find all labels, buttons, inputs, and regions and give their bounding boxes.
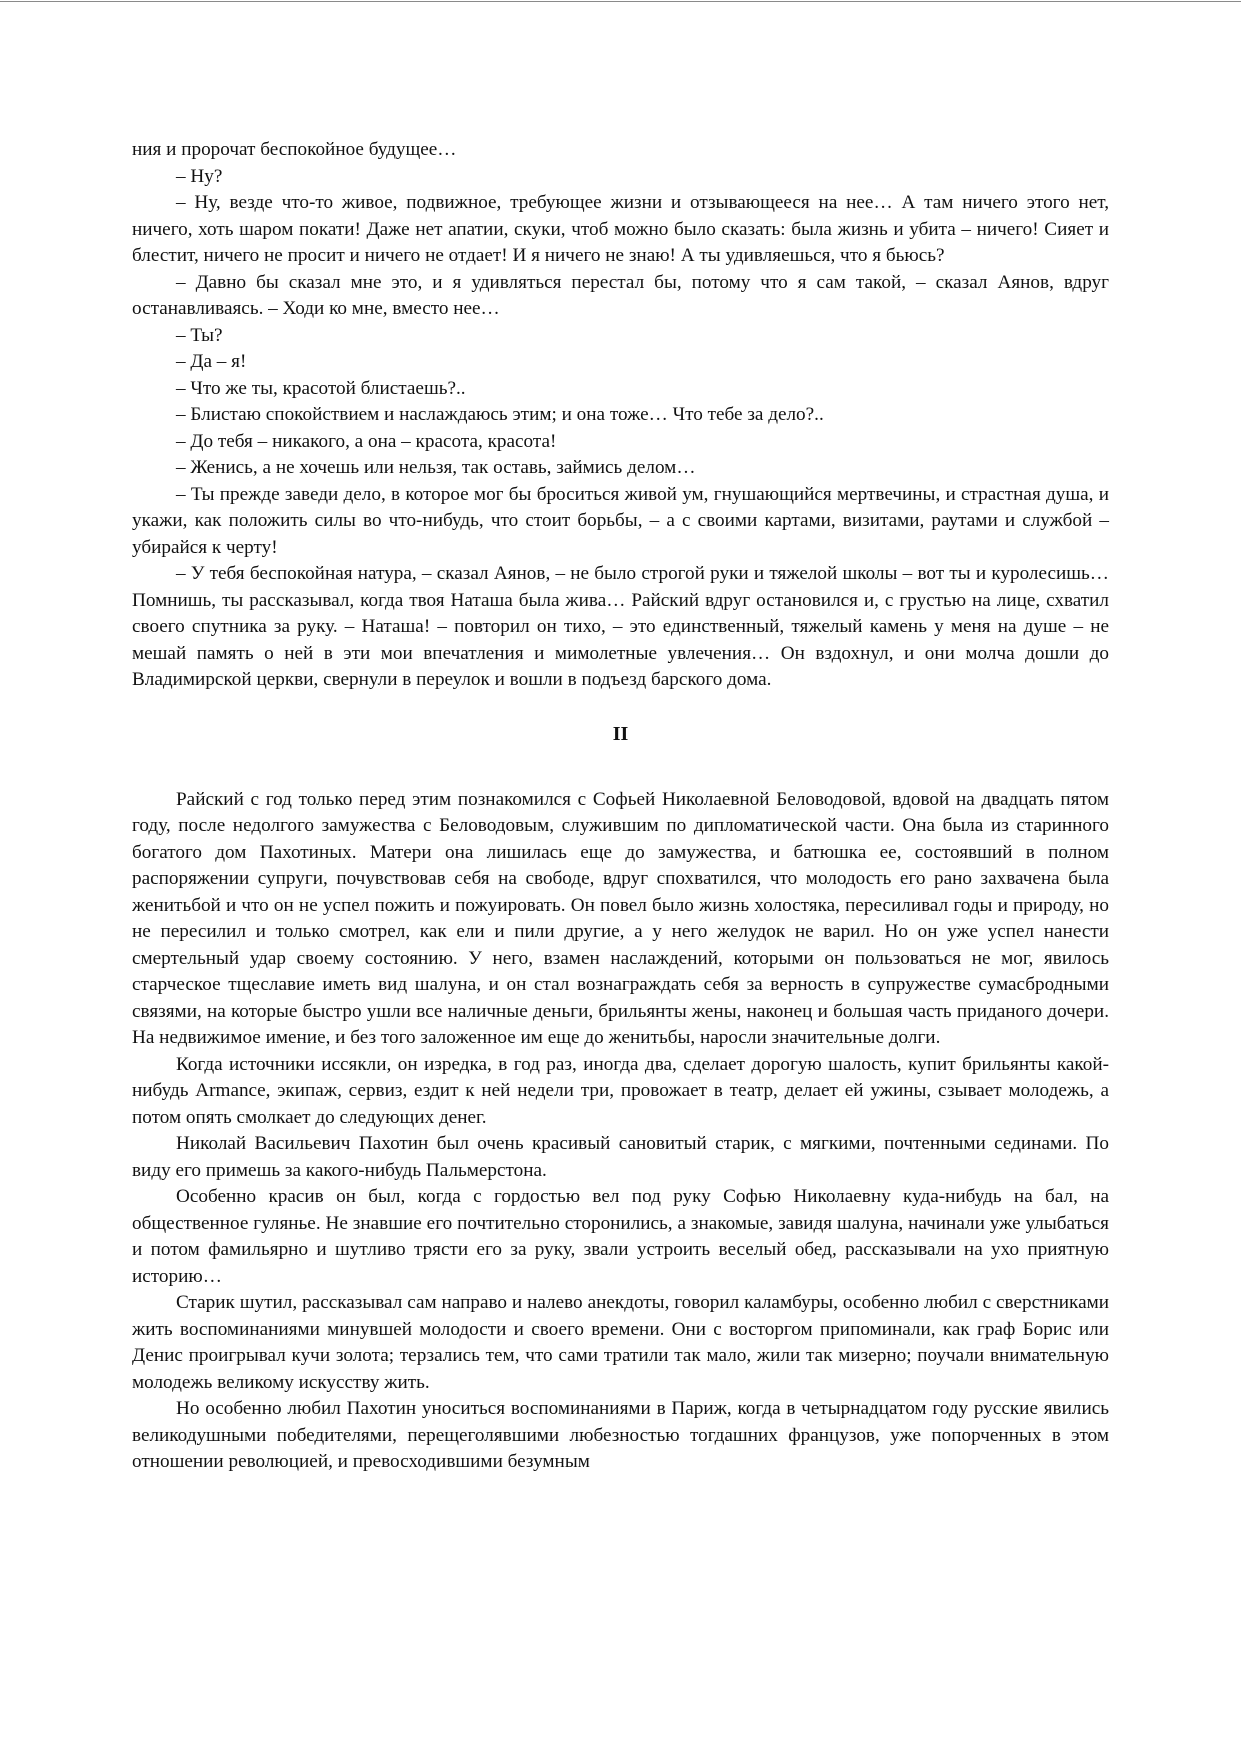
paragraph: – До тебя – никакого, а она – красота, красота! [176, 430, 557, 452]
paragraph: Райский с год только перед этим познакомился с Софьей Николаевной Беловодовой, вдовой на двадцать пятом году, после недолгого замужества с Беловодовым, служившим по дипломатической части. Она была из старинного богатого дом Пахотиных. Матери она лишилась еще до замужества, и батюшка ее, состоявший в полном распоряжении супруги, почувствовав себя на свободе, вдруг спохватился, что молодость его рано захвачена была женитьбой и что он не успел пожить и пожуировать. Он повел было жизнь холостяка, пересиливал годы и природу, но не пересилил и только смотрел, как ели и пили другие, а у него желудок не варил. Но он уже успел нанести смертельный удар своему состоянию. У него, взамен наслаждений, которыми он пользоваться не мог, явилось старческое тщеславие иметь вид шалуна, и он стал вознаграждать себя за верность в супружестве сумасбродными связями, на которые быстро ушли все наличные деньги, брильянты жены, наконец и большая часть приданого дочери. На недвижимое имение, и без того заложенное им еще до женитьбы, наросли значительные долги. [132, 788, 1109, 1048]
paragraph: Особенно красив он был, когда с гордостью вел под руку Софью Николаевну куда-нибудь на бал, на общественное гулянье. Не знавшие его почтительно сторонились, а знакомые, завидя шалуна, начинали уже улыбаться и потом фамильярно и шутливо трясти его за руку, звали устроить веселый обед, рассказывали на ухо приятную историю… [132, 1186, 1109, 1287]
paragraph: Старик шутил, рассказывал сам направо и налево анекдоты, говорил каламбуры, особенно любил с сверстниками жить воспоминаниями минувшей молодости и своего времени. Они с восторгом припоминали, как граф Борис или Денис проигрывал кучи золота; терзались тем, что сами тратили так мало, жили так мизерно; поучали внимательную молодежь великому искусству жить. [132, 1292, 1109, 1393]
paragraph: – Ты прежде заведи дело, в которое мог бы броситься живой ум, гнушающийся мертвечины, и страстная душа, и укажи, как положить силы во что-нибудь, что стоит борьбы, – а с своими картами, визитами, раутами и службой – убирайся к черту! [132, 483, 1109, 558]
paragraph: – У тебя беспокойная натура, – сказал Аянов, – не было строгой руки и тяжелой школы – вот ты и куролесишь… Помнишь, ты рассказывал, когда твоя Наташа была жива… Райский вдруг остановился и, с грустью на лице, схватил своего спутника за руку. – Наташа! – повторил он тихо, – это единственный, тяжелый камень у меня на душе – не мешай память о ней в эти мои впечатления и мимолетные увлечения… Он вздохнул, и они молча дошли до Владимирской церкви, свернули в переулок и вошли в подъезд барского дома. [132, 563, 1109, 690]
paragraph: – Давно бы сказал мне это, и я удивляться перестал бы, потому что я сам такой, – сказал Аянов, вдруг останавливаясь. – Ходи ко мне, вместо нее… [132, 271, 1109, 319]
paragraph: – Блистаю спокойствием и наслаждаюсь этим; и она тоже… Что тебе за дело?.. [176, 404, 824, 425]
paragraph: Когда источники иссякли, он изредка, в год раз, иногда два, сделает дорогую шалость, купит брильянты какой-нибудь Armance, экипаж, сервиз, ездит к ней недели три, провожает в театр, делает ей ужины, сзывает молодежь, а потом опять смолкает до следующих денег. [132, 1053, 1109, 1128]
page-body [132, 137, 1109, 1476]
paragraph: – Ну? [176, 165, 223, 187]
paragraph: ния и пророчат беспокойное будущее… [132, 139, 457, 160]
paragraph: – Ну, везде что-то живое, подвижное, требующее жизни и отзывающееся на нее… А там ничего этого нет, ничего, хоть шаром покати! Даже нет апатии, скуки, чтоб можно было сказать: была жизнь и убита – ничего! Сияет и блестит, ничего не просит и ничего не отдает! И я ничего не знаю! А ты удивляешься, что я бьюсь? [132, 192, 1109, 266]
paragraph: – Женись, а не хочешь или нельзя, так оставь, займись делом… [176, 457, 696, 478]
paragraph: – Ты? [176, 324, 223, 346]
paragraph: – Да – я! [176, 351, 247, 372]
paragraph: – Что же ты, красотой блистаешь?.. [176, 377, 466, 399]
paragraph: Но особенно любил Пахотин уноситься воспоминаниями в Париж, когда в четырнадцатом году русские явились великодушными победителями, перещеголявшими любезностью тогдашних французов, уже попорченных в этом отношении революцией, и превосходившими безумным [132, 1398, 1109, 1472]
page-top-border [0, 1, 1241, 2]
chapter-heading: II [612, 722, 629, 745]
text-block-before-chapter [132, 137, 1109, 694]
text-block-after-chapter [132, 787, 1109, 1476]
paragraph: Николай Васильевич Пахотин был очень красивый сановитый старик, с мягкими, почтенными сединами. По виду его примешь за какого-нибудь Пальмерстона. [132, 1133, 1109, 1181]
